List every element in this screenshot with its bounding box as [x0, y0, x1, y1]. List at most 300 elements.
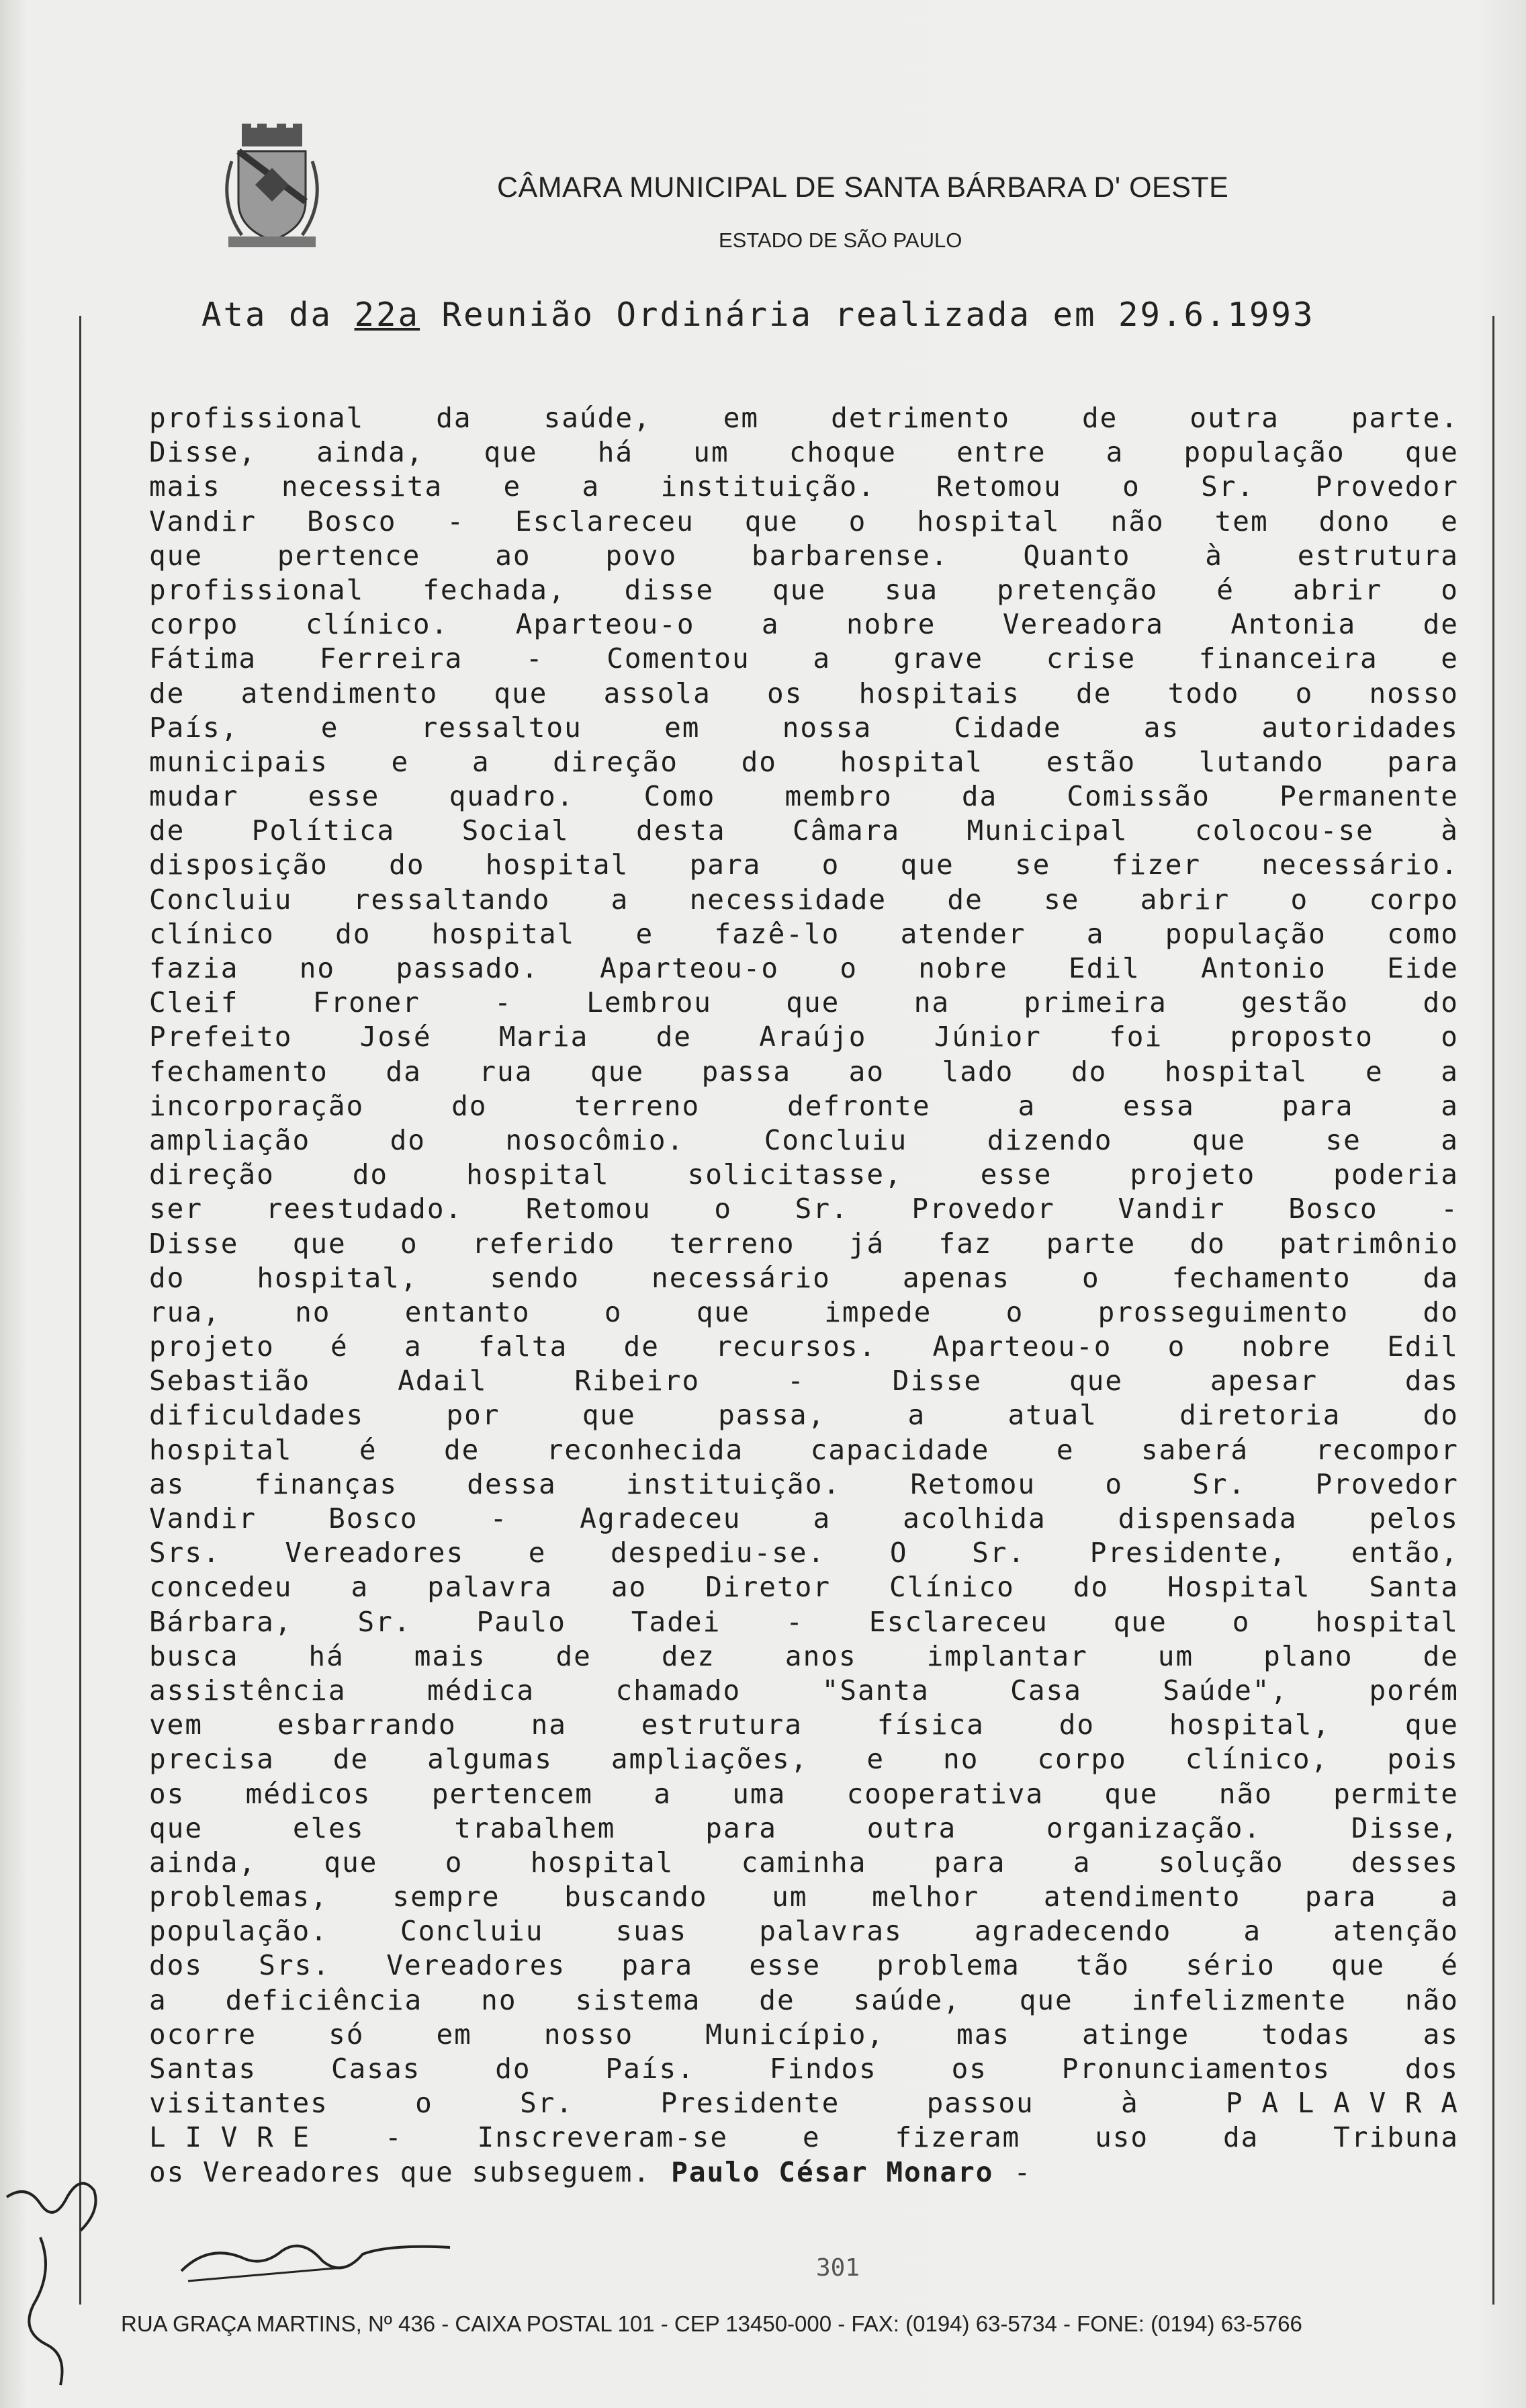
- word: hospital: [840, 745, 984, 778]
- word: assistência: [149, 1674, 347, 1707]
- word: de: [623, 1330, 660, 1363]
- word: hospital: [1315, 1605, 1459, 1638]
- word: Santas: [149, 2053, 257, 2085]
- word: há: [308, 1639, 345, 1672]
- word: municipais: [149, 745, 328, 778]
- word: o: [604, 1295, 623, 1328]
- word: "Santa: [821, 1674, 930, 1707]
- word: tão: [1076, 1949, 1130, 1982]
- word: as: [1143, 711, 1180, 744]
- word: no: [943, 1743, 979, 1776]
- word: clínico,: [1185, 1743, 1329, 1776]
- word: das: [1404, 1365, 1459, 1398]
- word: poderia: [1333, 1158, 1459, 1191]
- word: Vandir: [149, 1502, 257, 1535]
- word: que: [1192, 1123, 1246, 1156]
- word: que: [1331, 1949, 1386, 1982]
- word: visitantes: [149, 2087, 328, 2120]
- word: só: [328, 2018, 365, 2051]
- word: -: [1441, 1193, 1459, 1226]
- word: clínico: [149, 917, 275, 950]
- word: a: [654, 1777, 672, 1810]
- word: ampliação: [149, 1123, 311, 1156]
- word: não: [1218, 1777, 1273, 1810]
- word: Disse,: [1351, 1811, 1459, 1844]
- word: esse: [749, 1949, 821, 1982]
- word: que: [772, 573, 827, 606]
- word: de: [947, 883, 983, 916]
- word: de: [555, 1639, 592, 1672]
- word: reconhecida: [546, 1433, 744, 1466]
- word: ainda,: [149, 1846, 257, 1879]
- text-line: [149, 1020, 1459, 1054]
- word: projeto: [1130, 1158, 1256, 1191]
- word: mas: [956, 2018, 1011, 2051]
- word: para: [1282, 1089, 1354, 1122]
- word: a: [404, 1330, 422, 1363]
- word: em: [436, 2018, 472, 2051]
- word: médica: [427, 1674, 535, 1707]
- text-line: [149, 2018, 1459, 2052]
- word: projeto: [149, 1330, 275, 1363]
- word: lutando: [1198, 745, 1325, 778]
- word: disse: [624, 573, 715, 606]
- word: hospital,: [1169, 1709, 1331, 1742]
- word: do: [390, 1123, 426, 1156]
- word: instituição.: [625, 1467, 842, 1500]
- word: Comentou: [607, 642, 750, 675]
- word: eles: [292, 1811, 365, 1844]
- word: Vereadora: [1002, 608, 1164, 641]
- word: para: [705, 1811, 777, 1844]
- word: o: [415, 2087, 433, 2120]
- text-line: [149, 1708, 1459, 1742]
- word: Sr.: [357, 1605, 412, 1638]
- word: Comissão: [1067, 780, 1210, 813]
- word: atendimento: [240, 677, 439, 710]
- word: à: [1441, 814, 1459, 847]
- word: da: [1423, 1261, 1459, 1294]
- word: se: [1325, 1123, 1361, 1156]
- word: pretenção: [997, 573, 1159, 606]
- word: ocorre: [149, 2018, 257, 2051]
- word: prosseguimento: [1097, 1295, 1349, 1328]
- word: a: [813, 1502, 832, 1535]
- word: do: [1059, 1709, 1095, 1742]
- word: problema: [877, 1949, 1020, 1982]
- text-line: [149, 1295, 1459, 1330]
- word: os: [951, 2053, 987, 2085]
- word: estrutura: [1297, 539, 1459, 572]
- word: -: [786, 1605, 804, 1638]
- word: abrir: [1140, 883, 1230, 916]
- word: atual: [1007, 1399, 1097, 1432]
- word: hospital: [1164, 1055, 1308, 1088]
- word: para: [621, 1949, 694, 1982]
- word: no: [481, 1983, 517, 2016]
- word: vem: [149, 1709, 204, 1742]
- word: Casas: [330, 2053, 421, 2085]
- word: física: [877, 1709, 985, 1742]
- word: as: [1423, 2018, 1459, 2051]
- word: Vandir: [1118, 1193, 1226, 1226]
- word: problemas,: [149, 1881, 328, 1914]
- word: um: [772, 1881, 808, 1914]
- word: a: [1441, 1123, 1459, 1156]
- word: clínico.: [305, 608, 449, 641]
- word: dez: [661, 1639, 715, 1672]
- text-line: [149, 1330, 1459, 1364]
- word: sendo: [490, 1261, 580, 1294]
- word: Retomou: [936, 470, 1062, 503]
- word: apesar: [1210, 1365, 1318, 1398]
- word: Provedor: [911, 1193, 1055, 1226]
- word: Santa: [1369, 1571, 1459, 1604]
- word: saúde,: [543, 402, 652, 434]
- word: rua,: [149, 1295, 221, 1328]
- page-number: 301: [816, 2254, 860, 2282]
- word: fechada,: [422, 573, 566, 606]
- word: todas: [1261, 2018, 1351, 2051]
- word: do: [389, 849, 425, 882]
- text-line: [149, 1192, 1459, 1226]
- text-line: [149, 1742, 1459, 1776]
- word: Sr.: [1201, 470, 1255, 503]
- state-name: ESTADO DE SÃO PAULO: [719, 228, 962, 252]
- word: esbarrando: [277, 1709, 457, 1742]
- word: necessário.: [1261, 849, 1459, 882]
- word: Concluiu: [764, 1123, 908, 1156]
- word: Município,: [705, 2018, 885, 2051]
- text-line: [149, 1467, 1459, 1502]
- word: nosso: [543, 2018, 634, 2051]
- text-line: [149, 1227, 1459, 1261]
- word: Sr.: [795, 1193, 849, 1226]
- word: do: [1073, 1571, 1110, 1604]
- word: de: [1082, 402, 1118, 434]
- word: do: [495, 2053, 531, 2085]
- text-line: [149, 470, 1459, 504]
- text-line: [149, 986, 1459, 1020]
- word: Inscreveram-se: [477, 2121, 729, 2154]
- text-line: [149, 1502, 1459, 1536]
- word: fizeram: [895, 2121, 1021, 2154]
- word: que: [484, 436, 538, 469]
- word: parte: [1046, 1227, 1136, 1260]
- word: Concluiu: [149, 883, 293, 916]
- word: parte.: [1351, 402, 1459, 434]
- word: deficiência: [225, 1983, 423, 2016]
- word: do: [352, 1158, 389, 1191]
- text-line: [149, 2120, 1459, 2155]
- word: Retomou: [910, 1467, 1036, 1500]
- word: Antonia: [1230, 608, 1357, 641]
- word: nobre: [918, 952, 1008, 984]
- word: à: [1121, 2087, 1139, 2120]
- word: sua: [885, 573, 939, 606]
- word: entanto: [404, 1295, 531, 1328]
- word: assola: [603, 677, 711, 710]
- text-line: [149, 1605, 1459, 1639]
- word: buscando: [564, 1881, 708, 1914]
- word: a: [149, 1983, 167, 2016]
- word: Araújo: [759, 1021, 867, 1054]
- speaker-name: Paulo César Monaro: [671, 2155, 994, 2188]
- word: País.: [605, 2053, 695, 2085]
- closing-text: os Vereadores que subseguem.: [149, 2155, 652, 2188]
- word: a: [1441, 1055, 1459, 1088]
- text-line: [149, 1089, 1459, 1123]
- word: O: [889, 1537, 908, 1570]
- word: esse: [308, 780, 380, 813]
- document-title: [201, 296, 1478, 334]
- word: se: [1044, 883, 1080, 916]
- word: P A L A V R A: [1226, 2087, 1459, 2120]
- word: pertencem: [431, 1777, 593, 1810]
- word: reestudado.: [265, 1193, 463, 1226]
- word: direção: [553, 745, 678, 778]
- word: passa: [701, 1055, 792, 1088]
- word: e: [1441, 642, 1459, 675]
- word: não: [1110, 505, 1165, 538]
- word: que: [1404, 436, 1459, 469]
- word: impede: [824, 1295, 932, 1328]
- word: despediu-se.: [611, 1537, 826, 1570]
- word: referido: [472, 1227, 616, 1260]
- word: de: [1423, 1639, 1459, 1672]
- text-line: [149, 573, 1459, 607]
- word: choque: [789, 436, 897, 469]
- word: Bosco: [307, 505, 397, 538]
- word: direção: [149, 1158, 275, 1191]
- word: esse: [980, 1158, 1052, 1191]
- word: para: [689, 849, 762, 882]
- word: Lembrou: [586, 986, 712, 1019]
- word: Esclareceu: [514, 505, 694, 538]
- word: no: [295, 1295, 331, 1328]
- word: a: [907, 1399, 926, 1432]
- text-line: [149, 435, 1459, 470]
- word: -: [494, 986, 512, 1019]
- word: Sebastião: [149, 1365, 311, 1398]
- word: agradecendo: [974, 1915, 1172, 1948]
- word: detrimento: [831, 402, 1010, 434]
- word: e: [866, 1743, 885, 1776]
- word: todo: [1167, 677, 1240, 710]
- word: ao: [611, 1571, 647, 1604]
- word: -: [787, 1365, 805, 1398]
- word: do: [741, 745, 777, 778]
- word: pertence: [277, 539, 421, 572]
- text-line-last: [149, 2155, 1459, 2190]
- word: nobre: [846, 608, 936, 641]
- word: Como: [643, 780, 716, 813]
- word: em: [723, 402, 760, 434]
- word: Retomou: [525, 1193, 652, 1226]
- word: do: [1423, 1295, 1459, 1328]
- word: Froner: [312, 986, 420, 1019]
- text-line: [149, 848, 1459, 882]
- word: que: [590, 1055, 645, 1088]
- word: não: [1404, 1983, 1459, 2016]
- word: palavra: [427, 1571, 553, 1604]
- text-line: [149, 505, 1459, 539]
- word: uma: [732, 1777, 787, 1810]
- word: Cleif: [149, 986, 239, 1019]
- word: instituição.: [660, 470, 876, 503]
- text-line: [149, 883, 1459, 917]
- word: outra: [866, 1811, 957, 1844]
- word: diretoria: [1179, 1399, 1341, 1432]
- word: Concluiu: [400, 1915, 544, 1948]
- word: é: [359, 1433, 377, 1466]
- text-line: [149, 539, 1459, 573]
- word: Cidade: [954, 711, 1062, 744]
- word: ampliações,: [611, 1743, 809, 1776]
- word: nossa: [782, 711, 872, 744]
- text-line: [149, 677, 1459, 711]
- word: que: [744, 505, 799, 538]
- word: população.: [149, 1915, 328, 1948]
- word: fazê-lo: [714, 917, 840, 950]
- word: Política: [251, 814, 396, 847]
- word: nobre: [1241, 1330, 1331, 1363]
- word: Saúde",: [1163, 1674, 1289, 1707]
- word: Edil: [1069, 952, 1140, 984]
- word: mudar: [149, 780, 239, 813]
- word: palavras: [759, 1915, 903, 1948]
- word: na: [913, 986, 950, 1019]
- word: o: [1441, 573, 1459, 606]
- word: de: [149, 814, 185, 847]
- word: Disse: [149, 1227, 239, 1260]
- word: Vandir: [149, 505, 257, 538]
- word: hospital: [530, 1846, 674, 1879]
- word: ressaltando: [353, 883, 551, 916]
- word: fechamento: [149, 1055, 328, 1088]
- word: Provedor: [1315, 1467, 1459, 1500]
- word: Júnior: [934, 1021, 1042, 1054]
- word: solução: [1158, 1846, 1284, 1879]
- word: necessidade: [689, 883, 887, 916]
- word: que: [1404, 1709, 1459, 1742]
- word: que: [786, 986, 840, 1019]
- word: povo: [605, 539, 678, 572]
- word: ainda,: [316, 436, 424, 469]
- word: Srs.: [259, 1949, 331, 1982]
- footer-address: RUA GRAÇA MARTINS, Nº 436 - CAIXA POSTAL 101 - CEP 13450-000 - FAX: (0194) 63-5734 - FONE: (0194) 63-5766: [121, 2311, 1302, 2336]
- word: hospitais: [858, 677, 1020, 710]
- word: Eide: [1387, 952, 1459, 984]
- word: Bosco: [1288, 1193, 1378, 1226]
- word: estrutura: [641, 1709, 803, 1742]
- word: mais: [414, 1639, 486, 1672]
- word: população: [1165, 917, 1327, 950]
- word: e: [1056, 1433, 1075, 1466]
- word: essa: [1123, 1089, 1195, 1122]
- text-line: [149, 642, 1459, 676]
- word: gestão: [1241, 986, 1349, 1019]
- word: acolhida: [903, 1502, 1046, 1535]
- word: o: [1005, 1295, 1024, 1328]
- word: atenção: [1333, 1915, 1459, 1948]
- word: que: [582, 1399, 636, 1432]
- word: saberá: [1140, 1433, 1249, 1466]
- word: Pronunciamentos: [1061, 2053, 1331, 2085]
- word: o: [445, 1846, 463, 1879]
- word: para: [934, 1846, 1006, 1879]
- word: Diretor: [705, 1571, 832, 1604]
- word: o: [1122, 470, 1140, 503]
- word: ser: [149, 1193, 204, 1226]
- word: dessa: [467, 1467, 557, 1500]
- word: cooperativa: [846, 1777, 1044, 1810]
- word: Edil: [1387, 1330, 1459, 1363]
- word: do: [335, 917, 371, 950]
- word: Sr.: [520, 2087, 574, 2120]
- word: Aparteou-o: [600, 952, 780, 984]
- word: de: [332, 1743, 369, 1776]
- word: para: [1304, 1881, 1377, 1914]
- word: Aparteou-o: [932, 1330, 1112, 1363]
- word: Sr.: [1192, 1467, 1247, 1500]
- word: infelizmente: [1131, 1983, 1347, 2016]
- word: as: [149, 1467, 185, 1500]
- word: que: [494, 677, 548, 710]
- word: médicos: [245, 1777, 371, 1810]
- word: por: [446, 1399, 500, 1432]
- word: corpo: [149, 608, 239, 641]
- word: o: [848, 505, 867, 538]
- word: de: [149, 677, 185, 710]
- word: dificuldades: [149, 1399, 365, 1432]
- word: -: [490, 1502, 508, 1535]
- text-line: [149, 1398, 1459, 1432]
- word: atinge: [1082, 2018, 1190, 2051]
- word: hospital: [149, 1433, 293, 1466]
- word: abrir: [1292, 573, 1383, 606]
- word: Aparteou-o: [515, 608, 695, 641]
- word: Srs.: [149, 1537, 221, 1570]
- word: Bosco: [328, 1502, 418, 1535]
- word: e: [802, 2121, 821, 2154]
- word: falta: [478, 1330, 568, 1363]
- word: que: [900, 849, 954, 882]
- word: sistema: [575, 1983, 701, 2016]
- word: o: [1082, 1261, 1100, 1294]
- word: Disse: [892, 1365, 983, 1398]
- text-line: [149, 2086, 1459, 2120]
- word: se: [1014, 849, 1051, 882]
- text-line: [149, 1880, 1459, 1914]
- word: e: [528, 1537, 547, 1570]
- word: organização.: [1046, 1811, 1262, 1844]
- word: de: [1076, 677, 1112, 710]
- word: mais: [149, 470, 221, 503]
- word: hospital,: [257, 1261, 418, 1294]
- text-line: [149, 401, 1459, 435]
- word: e: [320, 711, 339, 744]
- word: que: [1104, 1777, 1159, 1810]
- title-suffix: Reunião Ordinária realizada em 29.6.1993: [420, 296, 1315, 334]
- text-line: [149, 2052, 1459, 2086]
- word: que: [1019, 1983, 1073, 2016]
- word: Permanente: [1280, 780, 1459, 813]
- word: Agradeceu: [580, 1502, 742, 1535]
- text-line: [149, 1261, 1459, 1295]
- word: Findos: [769, 2053, 877, 2085]
- word: passado.: [396, 952, 539, 984]
